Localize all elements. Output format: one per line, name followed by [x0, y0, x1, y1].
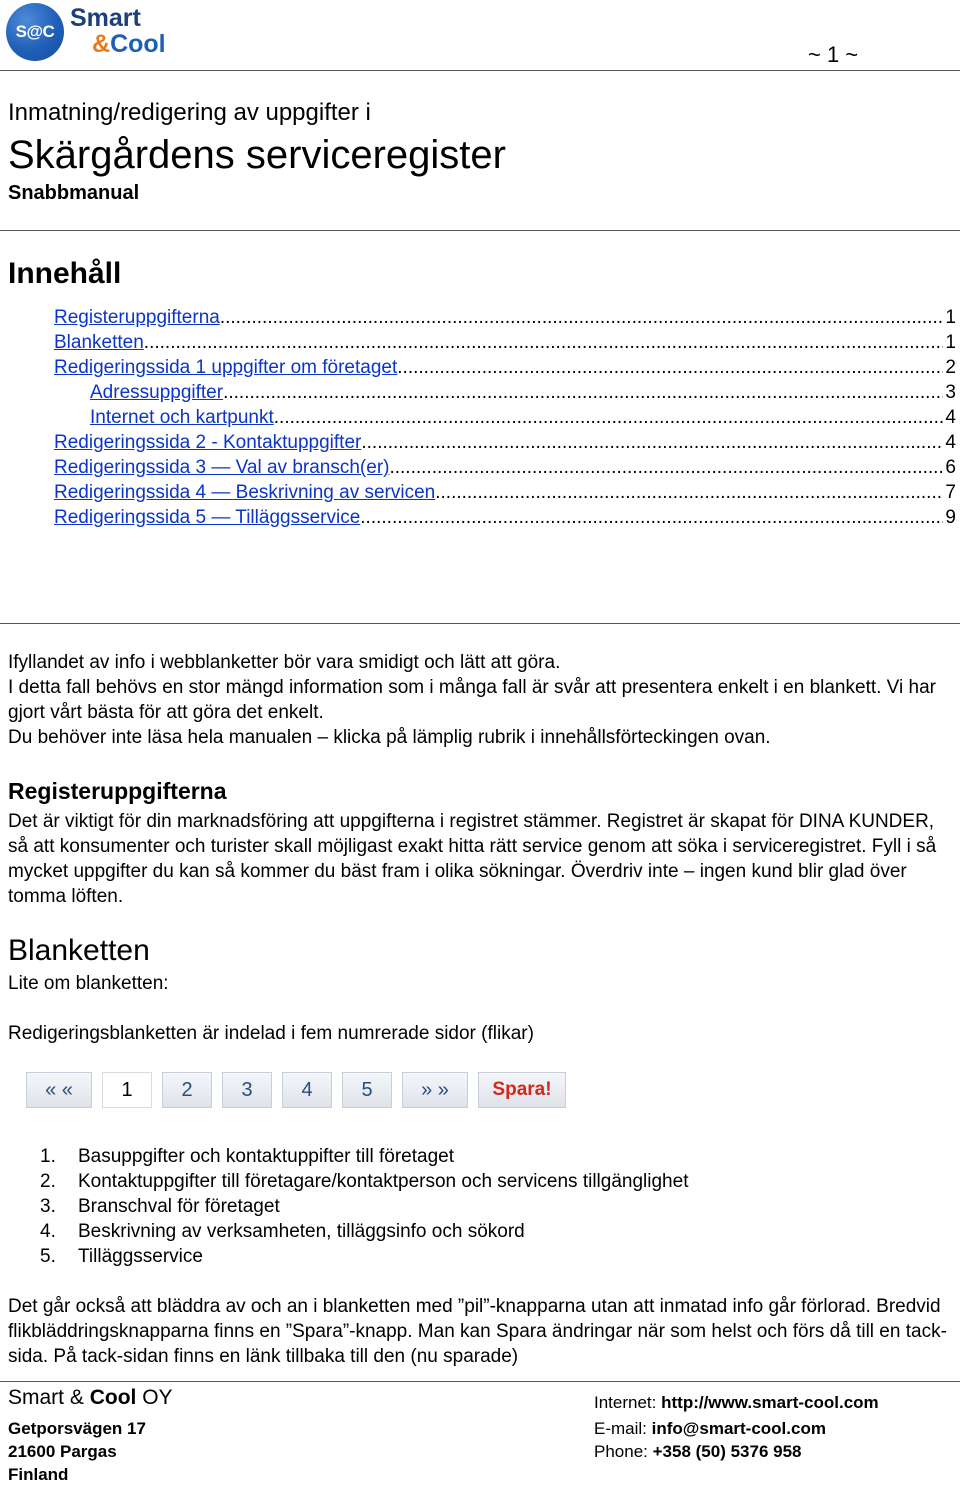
toc-link[interactable]: Redigeringssida 2 - Kontaktuppgifter [54, 432, 362, 453]
footer-phone-label: Phone: [594, 1442, 648, 1461]
numbered-list [40, 1144, 688, 1269]
toc-page-number: 7 [945, 482, 956, 503]
page-subtitle: Snabbmanual [8, 182, 140, 204]
toc-page-number: 1 [945, 307, 956, 328]
logo-ampersand: & [92, 30, 111, 58]
list-text: Beskrivning av verksamheten, tilläggsinfo och sökord [78, 1221, 525, 1242]
footer-brand-oy: OY [142, 1386, 173, 1409]
toc-leader [223, 380, 943, 405]
toc-leader [274, 405, 944, 430]
section-body-register: Det är viktigt för din marknadsföring att uppgifterna i registret stämmer. Registret är skapat för DINA KUNDER, så att konsumenter och turister skall möjligast exakt hitta rätt service genom att söka i serviceregistret. Fyll i så mycket uppgifter du kan så kommer du bäst fram i olika sökningar. Överdriv inte – ingen kund blir glad över tomma löften. [8, 811, 937, 907]
tab-page-5[interactable]: 5 [342, 1072, 392, 1108]
tab-page-1[interactable]: 1 [102, 1072, 152, 1108]
list-item [40, 1244, 688, 1269]
list-item [40, 1194, 688, 1219]
toc-item[interactable] [90, 405, 956, 430]
toc-item[interactable] [90, 380, 956, 405]
logo-word-smart: Smart [70, 4, 141, 32]
list-text: Branschval för företaget [78, 1196, 280, 1217]
footer-phone [594, 1440, 879, 1463]
section-heading-blanketten: Blanketten [8, 934, 150, 967]
footer-brand-smart: Smart [8, 1386, 65, 1409]
footer-brand [8, 1384, 173, 1412]
toc-link[interactable]: Blanketten [54, 332, 144, 353]
form-tabs [26, 1072, 566, 1110]
toc-page-number: 3 [945, 382, 956, 403]
toc-page-number: 4 [945, 432, 956, 453]
logo-word-cool-text: Cool [110, 30, 166, 58]
toc-leader [397, 355, 943, 380]
list-number: 3. [40, 1196, 56, 1217]
toc-link[interactable]: Adressuppgifter [90, 382, 224, 403]
footer-city: 21600 Pargas [8, 1442, 117, 1461]
section-heading-register: Registeruppgifterna [8, 778, 227, 804]
toc-page-number: 6 [945, 457, 956, 478]
footer-address [8, 1417, 146, 1486]
list-text: Tilläggsservice [78, 1246, 203, 1267]
footer-brand-amp: & [69, 1386, 84, 1409]
intro-paragraph: Du behöver inte läsa hela manualen – klicka på lämplig rubrik i innehållsförteckingen ovan. [8, 727, 771, 748]
footer-rule [0, 1381, 960, 1382]
save-button[interactable]: Spara! [478, 1072, 566, 1108]
toc-rule [0, 623, 960, 624]
toc-item[interactable] [54, 305, 956, 330]
list-number: 4. [40, 1221, 56, 1242]
toc-item[interactable] [54, 455, 956, 480]
tab-page-4[interactable]: 4 [282, 1072, 332, 1108]
footer-brand-cool: Cool [89, 1386, 137, 1409]
list-number: 2. [40, 1171, 56, 1192]
list-number: 1. [40, 1146, 56, 1167]
page-title: Skärgårdens serviceregister [8, 133, 506, 177]
toc-leader [144, 330, 944, 355]
title-rule [0, 230, 960, 231]
toc-item[interactable] [54, 330, 956, 355]
list-item [40, 1219, 688, 1244]
list-text: Basuppgifter och kontaktuppifter till företaget [78, 1146, 455, 1167]
toc-link[interactable]: Internet och kartpunkt [90, 407, 274, 428]
footer-internet [594, 1388, 879, 1417]
toc-link[interactable]: Redigeringssida 1 uppgifter om företaget [54, 357, 398, 378]
toc-heading: Innehåll [8, 257, 122, 290]
footer-country: Finland [8, 1465, 69, 1484]
intro-paragraph: I detta fall behövs en stor mängd information som i många fall är svår att presentera enkelt i en blankett. Vi har gjort vårt bästa för att göra det enkelt. [8, 677, 936, 723]
footer-contact [594, 1388, 879, 1463]
footer-email-label: E-mail: [594, 1419, 647, 1438]
next-page-button[interactable]: » » [402, 1072, 468, 1108]
toc-leader [360, 505, 943, 530]
logo-mark: S@C [6, 3, 64, 61]
closing-paragraph: Det går också att bläddra av och an i blanketten med ”pil”-knapparna utan att inmatad info går förlorad. Bredvid flikbläddringsknapparna finns en ”Spara”-knapp. Man kan Spara ändringar när som helst och förs då till en tack-sida. På tack-sidan finns en länk tillbaka till den (nu sparade) [8, 1296, 947, 1367]
footer-email [594, 1417, 879, 1440]
section-intro-blanketten: Redigeringsblanketten är indelad i fem numrerade sidor (flikar) [8, 1023, 534, 1044]
toc-page-number: 1 [945, 332, 956, 353]
logo-word-cool [92, 29, 166, 59]
footer-email-link[interactable]: info@smart-cool.com [651, 1419, 826, 1438]
footer-phone-value: +358 (50) 5376 958 [652, 1442, 802, 1461]
toc-link[interactable]: Redigeringssida 3 — Val av bransch(er) [54, 457, 390, 478]
toc-page-number: 9 [945, 507, 956, 528]
toc-link[interactable]: Redigeringssida 4 — Beskrivning av servicen [54, 482, 436, 503]
intro-text [8, 650, 956, 750]
section-sub-blanketten: Lite om blanketten: [8, 973, 169, 994]
list-item [40, 1144, 688, 1169]
list-item [40, 1169, 688, 1194]
tab-page-3[interactable]: 3 [222, 1072, 272, 1108]
header-rule [0, 70, 960, 71]
footer-internet-label: Internet: [594, 1393, 657, 1412]
list-text: Kontaktuppgifter till företagare/kontaktperson och servicens tillgänglighet [78, 1171, 689, 1192]
toc-page-number: 2 [945, 357, 956, 378]
footer-street: Getporsvägen 17 [8, 1419, 146, 1438]
intro-paragraph: Ifyllandet av info i webblanketter bör vara smidigt och lätt att göra. [8, 652, 561, 673]
tab-page-2[interactable]: 2 [162, 1072, 212, 1108]
toc-leader [389, 455, 943, 480]
footer-internet-link[interactable]: http://www.smart-cool.com [661, 1393, 879, 1412]
list-number: 5. [40, 1246, 56, 1267]
prev-page-button[interactable]: « « [26, 1072, 92, 1108]
toc-link[interactable]: Registeruppgifterna [54, 307, 220, 328]
toc-item[interactable] [54, 505, 956, 530]
toc-link[interactable]: Redigeringssida 5 — Tilläggsservice [54, 507, 361, 528]
toc-leader [361, 430, 943, 455]
page-number: ~ 1 ~ [808, 42, 859, 67]
toc-page-number: 4 [945, 407, 956, 428]
toc-leader [435, 480, 943, 505]
title-line: Inmatning/redigering av uppgifter i [8, 99, 371, 126]
toc-item[interactable] [54, 430, 956, 455]
toc-leader [220, 305, 944, 330]
toc-item[interactable] [54, 480, 956, 505]
toc-item[interactable] [54, 355, 956, 380]
